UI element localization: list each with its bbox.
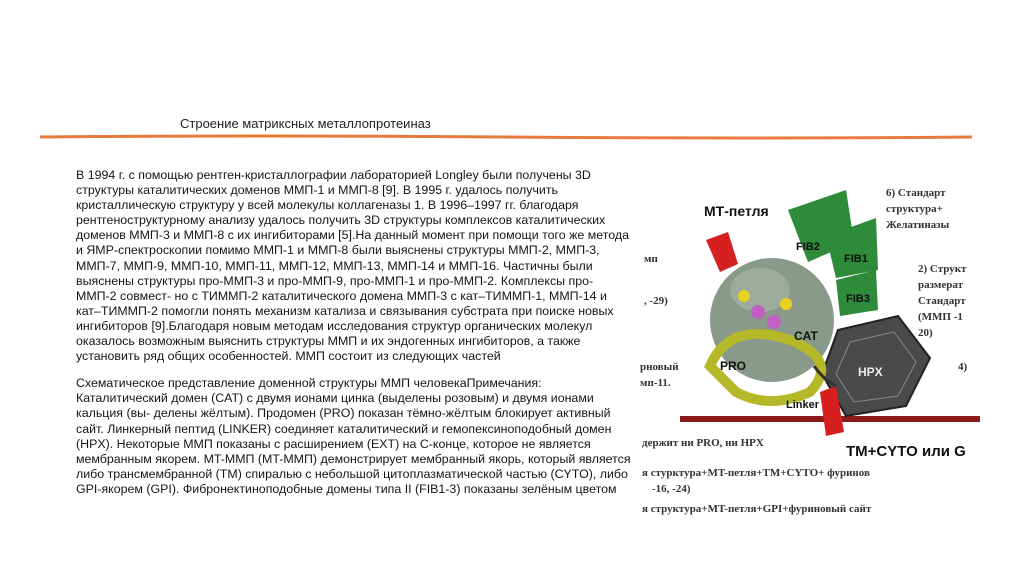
side-text: -16, -24) xyxy=(652,483,691,495)
side-text: 2) Структ xyxy=(918,263,967,275)
side-text: мп-11. xyxy=(640,377,671,389)
membrane-anchor-label: TM+CYTO или G xyxy=(846,443,966,460)
pro-label: PRO xyxy=(720,359,747,373)
fib3-label: FIB3 xyxy=(846,293,870,305)
body-text xyxy=(76,168,632,509)
side-text: размерат xyxy=(918,279,963,291)
side-text: Желатиназы xyxy=(886,219,950,231)
side-text: я стурктура+MT-петля+TM+CYTO+ фуринов xyxy=(642,467,870,479)
cat-label: CAT xyxy=(794,329,818,343)
side-text: держит ни PRO, ни HPX xyxy=(642,437,764,449)
calcium-ion-icon xyxy=(780,298,792,310)
calcium-ion-icon xyxy=(738,290,750,302)
red-arrow-icon xyxy=(706,232,738,272)
side-text: мп xyxy=(644,253,658,265)
zinc-ion-icon xyxy=(767,315,781,329)
side-text: 4) xyxy=(958,361,968,373)
mmp-domain-diagram xyxy=(640,170,980,574)
side-text: я структура+MT-петля+GPI+фуриновый сайт xyxy=(642,503,872,515)
side-text: 6) Стандарт xyxy=(886,187,946,199)
mt-loop-label: МТ-петля xyxy=(704,203,769,219)
hpx-label: HPX xyxy=(858,365,883,379)
side-text: структура+ xyxy=(886,203,943,215)
fib2-label: FIB2 xyxy=(796,241,820,253)
mmp-domain-figure xyxy=(640,170,980,574)
side-text: (ММП -1 xyxy=(918,311,963,323)
slide-title: Строение матриксных металлопротеиназ xyxy=(180,116,431,131)
zinc-ion-icon xyxy=(751,305,765,319)
orange-divider xyxy=(40,134,972,140)
linker-label: Linker xyxy=(786,399,820,411)
fib1-label: FIB1 xyxy=(844,253,868,265)
side-text: , -29) xyxy=(644,295,668,307)
side-text: Стандарт xyxy=(918,295,966,307)
side-text: 20) xyxy=(918,327,933,339)
paragraph-history: В 1994 г. с помощью рентген-кристаллографии лабораторией Longley были получены 3D структуры каталитических доменов ММП-1 и ММП-8 [9]. В 1995 г. удалось получить кристаллическую структуру у всей молекулы коллагеназы 1. В 1996–1997 гг. благодаря рентгеноструктурному анализу удалось получить 3D структуры комплексов каталитических доменов ММП-3 и ММП-8 с их ингибиторами [5].На данный момент при помощи того же метода и ЯМР-спектроскопии помимо ММП-1 и ММП-8 были выяснены структуры ММП-2, ММП-3, ММП-7, ММП-9, ММП-10, ММП-11, ММП-12, ММП-13, ММП-14 и ММП-16. Частичны были выяснены структуры про-ММП-3 и про-ММП-9, про-ММП-1 и про-ММП-2. Комплексы про-ММП-2 совмест- но с ТИММП-2 каталитического домена ММП-3 с кат–ТИММП-1, ММП-14 и кат–ТИММП-2 помогли понять механизм катализа и связывания субстрата при поиске новых ингибиторов [9].Благодаря новым методам исследования структур органических молекул оказалось возможным выяснить структуры ММП и их эндогенных ингибиторов, а также установить ряд общих особенностей. ММП состоит из следующих частей xyxy=(76,168,629,364)
side-text: рновый xyxy=(640,361,679,373)
paragraph-schematic: Схематическое представление доменной структуры ММП человекаПримечания: Каталитический домен (CAT) с двумя ионами цинка (выделены розовым) и двумя ионами кальция (вы- делены жёлтым). Продомен (PRO) показан тёмно-жёлтым блокирует активный сайт. Линкерный пептид (LINKER) соединяет каталитический и гемопексиноподобный домен (HPX). Некоторые ММП показаны с расширением (EXT) на С-конце, которое не является мембранным якорем. MT-ММП (MT-ММП) демонстрирует мембранный якорь, который является либо трансмембранной (TM) спиралью с небольшой цитоплазматической частью (CYTO), либо GPI-якорем (GPI). Фибронектиноподобные домены типа II (FIB1-3) показаны зелёным цветом xyxy=(76,376,631,496)
